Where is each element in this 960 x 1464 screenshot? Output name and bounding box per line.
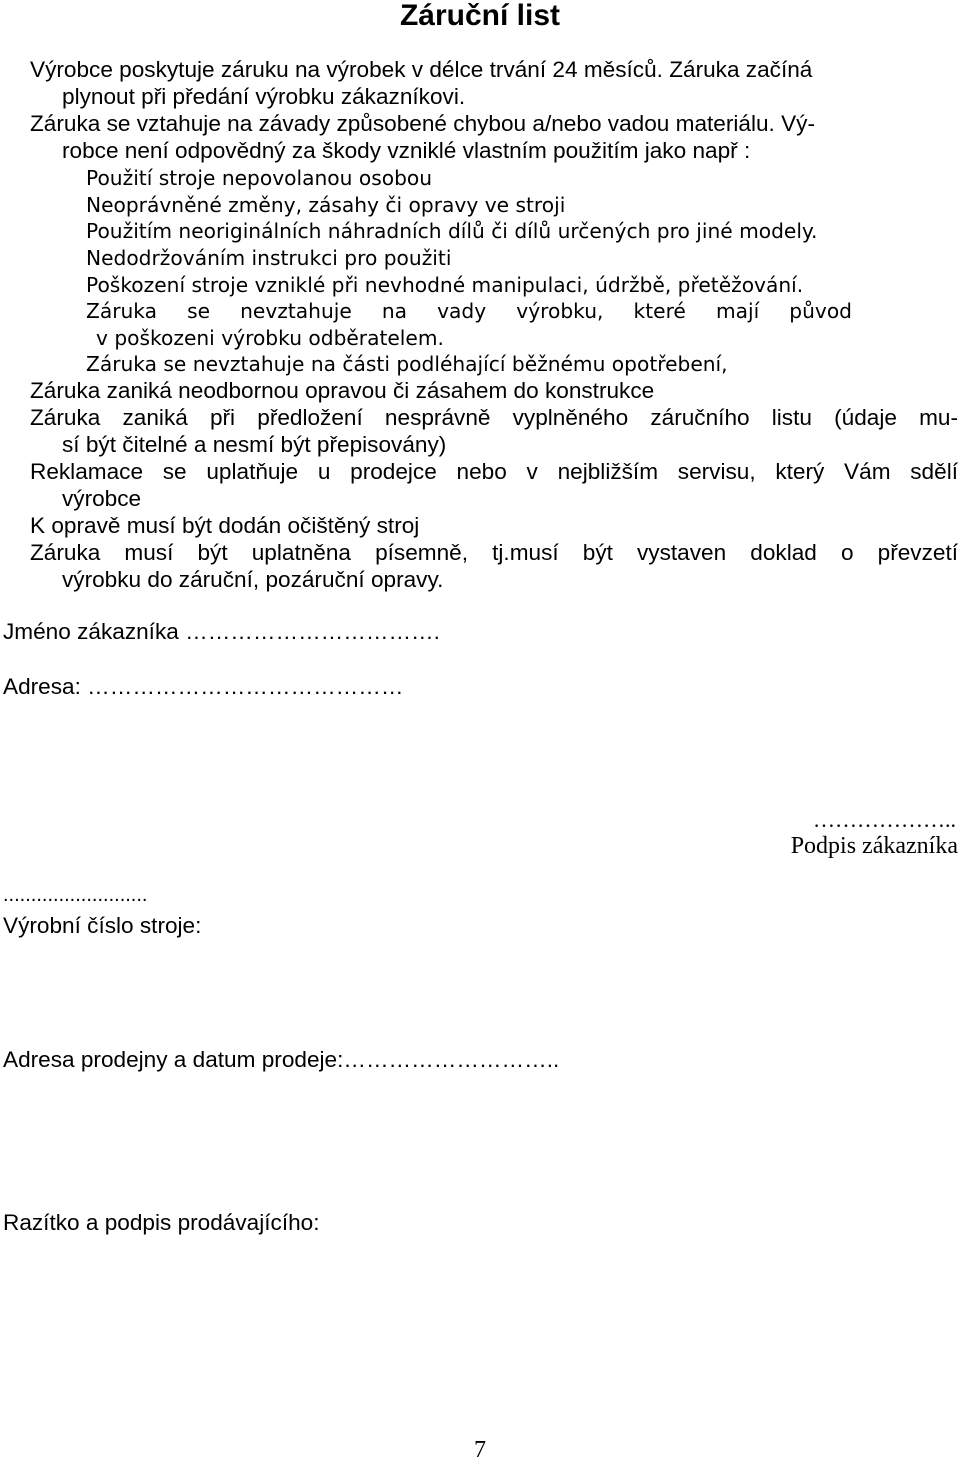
- condition-line-wrap: [30, 458, 958, 485]
- exclusion-item: Použitím neoriginálních náhradních dílů či dílů určených pro jiné modely.: [86, 219, 818, 243]
- condition-line: Záruka musí být uplatněna písemně, tj.musí být vystaven doklad o převzetí: [30, 540, 958, 565]
- condition-line-wrap: [30, 539, 958, 566]
- exclusion-item: Nedodržováním instrukci pro použiti: [86, 246, 452, 270]
- seller-stamp-signature-field[interactable]: Razítko a podpis prodávajícího:: [3, 1210, 320, 1235]
- exclusion-item-wrap: [86, 298, 852, 325]
- page-number: 7: [474, 1437, 486, 1463]
- serial-number-line[interactable]: ..........................: [3, 884, 148, 906]
- exclusion-item: Neoprávněné změny, zásahy či opravy ve stroji: [86, 193, 566, 217]
- exclusion-item: Záruka se nevztahuje na části podléhající běžnému opotřebení,: [86, 352, 728, 376]
- condition-line-continued: výrobce: [62, 486, 142, 511]
- term-line: plynout při předání výrobku zákazníkovi.: [62, 84, 466, 109]
- condition-line: Záruka zaniká neodbornou opravou či zásahem do konstrukce: [30, 378, 655, 403]
- serial-number-label: Výrobní číslo stroje:: [3, 913, 202, 938]
- signature-label: Podpis zákazníka: [790, 833, 958, 859]
- exclusion-item: Použití stroje nepovolanou osobou: [86, 166, 433, 190]
- term-line: Výrobce poskytuje záruku na výrobek v délce trvání 24 měsíců. Záruka začíná: [30, 57, 813, 82]
- term-line: robce není odpovědný za škody vzniklé vlastním použitím jako např :: [62, 138, 751, 163]
- exclusion-item: Poškození stroje vzniklé při nevhodné manipulaci, údržbě, přetěžování.: [86, 273, 804, 297]
- exclusion-item-continued: v poškozeni výrobku odběratelem.: [96, 326, 444, 350]
- condition-line-continued: sí být čitelné a nesmí být přepisovány): [62, 432, 447, 457]
- condition-line: K opravě musí být dodán očištěný stroj: [30, 513, 420, 538]
- signature-line[interactable]: ………………..: [813, 807, 956, 832]
- customer-name-field[interactable]: Jméno zákazníka …………………………….: [3, 619, 440, 644]
- condition-line-continued: výrobku do záruční, pozáruční opravy.: [62, 567, 444, 592]
- page-title: Záruční list: [399, 0, 561, 32]
- customer-address-field[interactable]: Adresa: ……………………………………: [3, 674, 404, 699]
- condition-line-wrap: [30, 404, 958, 431]
- exclusion-item: Záruka se nevztahuje na vady výrobku, které mají původ: [86, 299, 852, 323]
- shop-address-date-field[interactable]: Adresa prodejny a datum prodeje:………………………..: [3, 1047, 560, 1072]
- condition-line: Reklamace se uplatňuje u prodejce nebo v nejbližším servisu, který Vám sdělí: [30, 459, 958, 484]
- condition-line: Záruka zaniká při předložení nesprávně vyplněného záručního listu (údaje mu-: [30, 405, 958, 430]
- term-line: Záruka se vztahuje na závady způsobené chybou a/nebo vadou materiálu. Vý-: [30, 111, 815, 136]
